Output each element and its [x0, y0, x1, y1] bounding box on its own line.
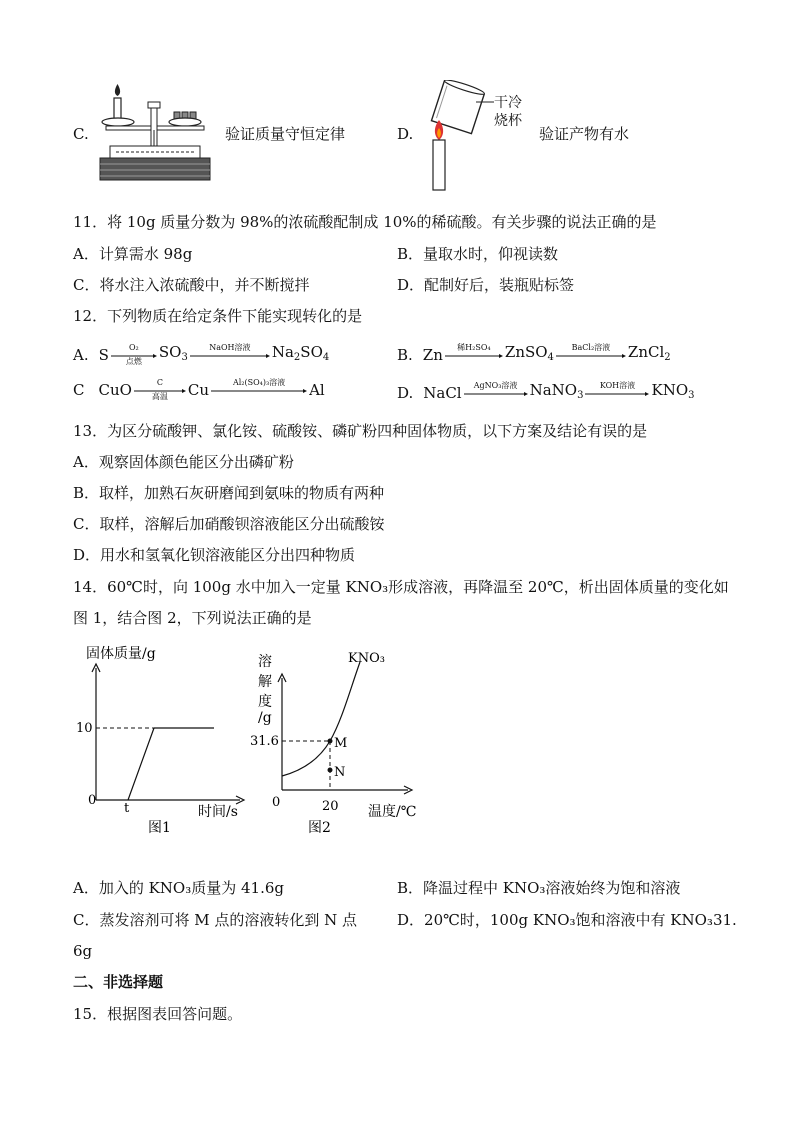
reaction-arrow [464, 383, 528, 403]
reaction-arrow [585, 383, 649, 403]
q14-stem-line2: 图 1，结合图 2，下列说法正确的是 [73, 609, 312, 627]
q15-stem: 15．根据图表回答问题。 [73, 1005, 243, 1023]
fig2-origin: 0 [272, 795, 281, 810]
fig1-y-tick: 10 [76, 721, 93, 736]
fig2-y-label-4: /g [258, 710, 272, 726]
fig2-y-label-3: 度 [258, 694, 272, 710]
q11-option-b: B．量取水时，仰视读数 [397, 245, 559, 263]
point-m-marker [328, 739, 333, 744]
q12-b-zncl2: ZnCl$_2$ [627, 343, 671, 363]
q13-option-a: A．观察固体颜色能区分出磷矿粉 [73, 453, 294, 471]
reaction-arrow [445, 345, 503, 365]
q13-option-d: D．用水和氢氧化钡溶液能区分出四种物质 [73, 546, 356, 564]
reaction-arrow [134, 380, 186, 400]
q10-d-label: D. [397, 125, 414, 143]
q12-c-label: C [73, 381, 85, 399]
q12-a-so3: $SO_3$ [158, 343, 188, 363]
arrow-condition-top: Al₂(SO₄)₃溶液 [232, 378, 286, 387]
balance-apparatus-illustration [96, 80, 214, 184]
fig2-x-axis-label: 温度/℃ [368, 804, 417, 820]
reaction-arrow [556, 345, 626, 365]
q14-option-d-line2: 6g [73, 942, 93, 960]
arrow-condition-top: 稀H₂SO₄ [457, 343, 491, 352]
q14-option-d-line1: D．20℃时，100g KNO₃饱和溶液中有 KNO₃31. [397, 911, 737, 929]
q14-option-b: B．降温过程中 KNO₃溶液始终为饱和溶液 [397, 879, 681, 897]
fig2-point-n: N [334, 765, 346, 780]
arrow-condition-top: NaOH溶液 [209, 343, 251, 352]
q12-d-nano3: NaNO$_3$ [529, 381, 584, 401]
arrow-condition-top: KOH溶液 [599, 381, 636, 390]
arrow-condition-bottom: 高温 [151, 392, 168, 401]
q12-a-na2so4: $Na_2SO_4$ [271, 343, 330, 363]
fig1-origin: 0 [88, 793, 97, 808]
fig2-point-m: M [334, 736, 348, 751]
section-2-title: 二、非选择题 [73, 973, 164, 991]
q14-option-a: A．加入的 KNO₃质量为 41.6g [73, 879, 285, 897]
q12-stem: 12．下列物质在给定条件下能实现转化的是 [73, 307, 363, 325]
fig2-y-label-2: 解 [258, 674, 272, 690]
q12-option-d [397, 380, 695, 406]
figure-1-solid-mass-graph [70, 640, 250, 840]
q11-stem: 11．将 10g 质量分数为 98%的浓硫酸配制成 10%的稀硫酸。有关步骤的说法正确的是 [73, 213, 657, 231]
fig2-y-tick: 31.6 [250, 734, 279, 749]
arrow-condition-top: O₂ [129, 343, 139, 352]
reaction-arrow [190, 345, 270, 365]
fig2-curve-label: KNO₃ [348, 651, 385, 666]
reaction-arrow [111, 345, 157, 365]
callout-beaker: 烧杯 [494, 113, 522, 129]
callout-line [476, 100, 496, 114]
q12-c-cu: Cu [187, 381, 210, 399]
q11-option-d: D．配制好后，装瓶贴标签 [397, 276, 575, 294]
q12-b-zn: Zn [422, 346, 443, 364]
q10-c-label: C. [73, 125, 89, 143]
q11-option-a: A．计算需水 98g [73, 245, 193, 263]
q14-option-c: C．蒸发溶剂可将 M 点的溶液转化到 N 点 [73, 911, 358, 929]
q12-b-znso4: ZnSO$_4$ [504, 343, 554, 363]
fig1-y-axis-label: 固体质量/g [86, 646, 156, 662]
point-n-marker [328, 768, 333, 773]
arrow-condition-bottom: 点燃 [125, 357, 142, 366]
q12-option-a [73, 342, 329, 368]
q12-d-kno3: $KNO_3$ [651, 381, 695, 401]
q10-c-text: 验证质量守恒定律 [225, 125, 346, 143]
q13-stem: 13．为区分硫酸钾、氯化铵、硫酸铵、磷矿粉四种固体物质，以下方案及结论有误的是 [73, 422, 648, 440]
q13-option-c: C．取样，溶解后加硝酸钡溶液能区分出硫酸铵 [73, 515, 385, 533]
q13-option-b: B．取样，加熟石灰研磨闻到氨味的物质有两种 [73, 484, 385, 502]
arrow-condition-top: BaCl₂溶液 [571, 343, 611, 352]
q12-d-nacl: NaCl [423, 384, 462, 402]
fig1-x-tick: t [124, 801, 130, 816]
arrow-condition-top: C [156, 378, 163, 387]
q10-d-text: 验证产物有水 [539, 125, 630, 143]
q12-option-b [397, 342, 671, 368]
q12-a-label: A. [73, 346, 89, 364]
fig2-x-tick: 20 [322, 799, 339, 814]
q14-stem-line1: 14．60℃时，向 100g 水中加入一定量 KNO₃形成溶液，再降温至 20℃，析出固体质量的变化如 [73, 578, 729, 596]
reaction-arrow [211, 380, 307, 400]
fig1-caption: 图1 [148, 820, 171, 836]
fig1-x-axis-label: 时间/s [198, 804, 238, 820]
fig2-caption: 图2 [308, 820, 331, 836]
q12-option-c [73, 380, 325, 400]
callout-dry-cold: 干冷 [494, 95, 522, 111]
q12-a-sulfur: S [98, 346, 109, 364]
q12-c-al: Al [309, 381, 325, 399]
beaker-candle-illustration [422, 80, 492, 194]
figure-2-solubility-curve [250, 640, 430, 840]
q12-d-label: D. [397, 384, 414, 402]
q12-c-cuo: CuO [98, 381, 132, 399]
arrow-condition-top: AgNO₃溶液 [473, 381, 518, 390]
q11-option-c: C．将水注入浓硫酸中，并不断搅拌 [73, 276, 310, 294]
fig2-y-label-1: 溶 [258, 654, 272, 670]
q12-b-label: B. [397, 346, 413, 364]
